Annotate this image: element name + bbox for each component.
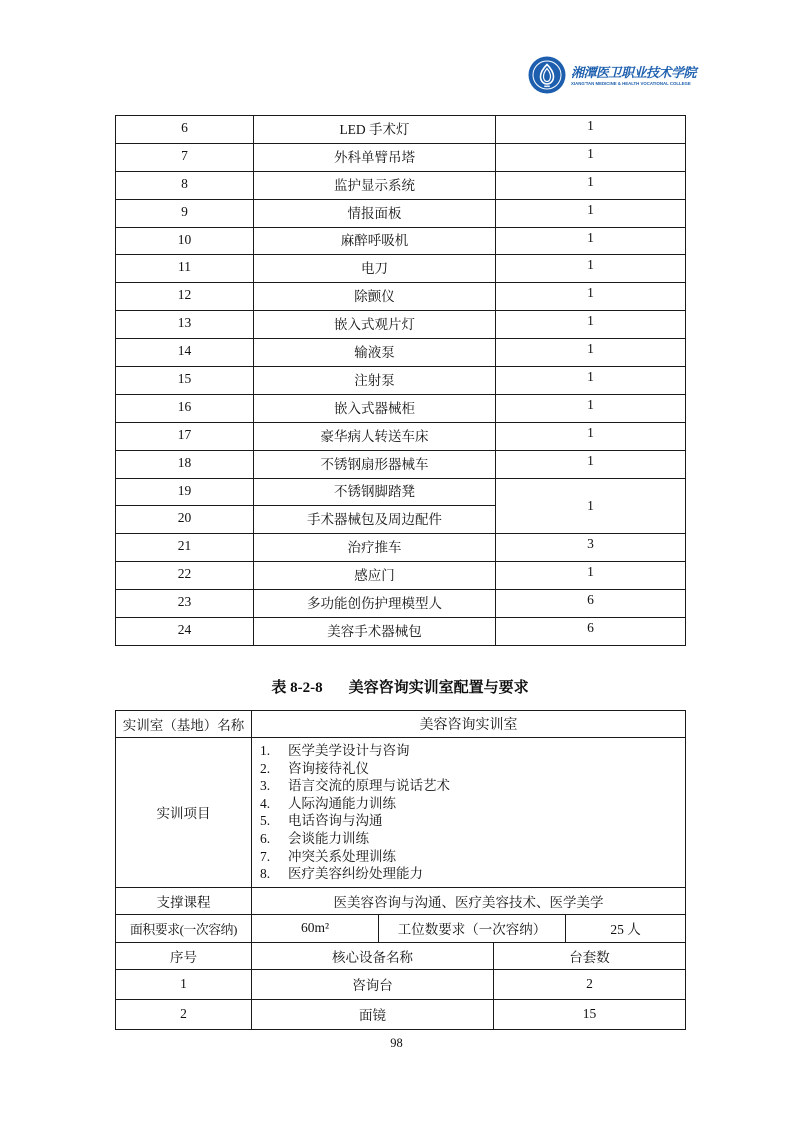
equipment-row	[116, 116, 686, 144]
project-item-text: 咨询接待礼仪	[288, 760, 369, 776]
project-item	[260, 795, 685, 813]
equipment-no: 9	[116, 199, 254, 227]
project-item-number: 4.	[260, 795, 271, 811]
equipment-qty: 1	[496, 422, 686, 450]
device-no: 2	[116, 999, 252, 1029]
equipment-name: 监护显示系统	[254, 171, 496, 199]
equipment-no: 19	[116, 478, 254, 506]
college-logo	[528, 56, 737, 94]
college-name-en: XIANG'TAN MEDICINE & HEALTH VOCATIONAL COLLEGE	[571, 82, 691, 87]
device-header-row	[116, 942, 686, 969]
equipment-qty: 1	[496, 367, 686, 395]
project-item	[260, 777, 685, 795]
room-name-value: 美容咨询实训室	[252, 711, 686, 738]
equipment-qty: 1	[496, 450, 686, 478]
project-item-text: 医学美学设计与咨询	[288, 743, 410, 758]
equipment-name: 美容手术器械包	[254, 618, 496, 646]
project-item	[260, 812, 685, 830]
equipment-row	[116, 590, 686, 618]
equipment-qty: 1	[496, 143, 686, 171]
equipment-qty: 6	[496, 590, 686, 618]
room-spec-table	[115, 710, 686, 1030]
equipment-no: 20	[116, 506, 254, 534]
project-item-number: 6.	[260, 830, 271, 846]
support-courses-value: 医美容咨询与沟通、医疗美容技术、医学美学	[252, 887, 686, 914]
support-courses-label: 支撑课程	[116, 887, 252, 914]
equipment-row	[116, 311, 686, 339]
equipment-no: 6	[116, 116, 254, 144]
equipment-name: 不锈钢脚踏凳	[254, 478, 496, 506]
training-projects-label: 实训项目	[116, 738, 252, 888]
equipment-row	[116, 478, 686, 506]
project-item-number: 1.	[260, 743, 271, 758]
equipment-qty: 1	[496, 478, 686, 534]
equipment-row	[116, 199, 686, 227]
equipment-row	[116, 394, 686, 422]
project-item	[260, 760, 685, 778]
device-header-qty: 台套数	[494, 942, 686, 969]
equipment-no: 7	[116, 143, 254, 171]
room-name-row	[116, 711, 686, 738]
equipment-name: 治疗推车	[254, 534, 496, 562]
equipment-no: 14	[116, 339, 254, 367]
equipment-no: 10	[116, 227, 254, 255]
device-name: 面镜	[252, 999, 494, 1029]
equipment-no: 24	[116, 618, 254, 646]
room-name-label: 实训室（基地）名称	[116, 711, 252, 738]
project-item-text: 医疗美容纠纷处理能力	[288, 866, 423, 882]
project-item	[260, 742, 685, 760]
equipment-qty: 1	[496, 339, 686, 367]
table-caption	[115, 676, 685, 697]
area-requirement-value: 60m²	[252, 914, 379, 942]
equipment-row	[116, 422, 686, 450]
device-qty: 2	[494, 969, 686, 999]
equipment-row	[116, 171, 686, 199]
project-item-text: 会谈能力训练	[288, 830, 369, 846]
room-spec-table-body	[116, 711, 686, 1030]
equipment-no: 18	[116, 450, 254, 478]
project-item-text: 冲突关系处理训练	[288, 848, 396, 864]
equipment-no: 16	[116, 394, 254, 422]
equipment-no: 17	[116, 422, 254, 450]
equipment-name: 不锈钢扇形器械车	[254, 450, 496, 478]
equipment-name: 情报面板	[254, 199, 496, 227]
college-name-block	[571, 56, 737, 88]
area-requirement-row	[116, 914, 686, 942]
equipment-no: 8	[116, 171, 254, 199]
project-item-text: 人际沟通能力训练	[288, 795, 396, 811]
project-item	[260, 865, 685, 883]
equipment-row	[116, 534, 686, 562]
equipment-name: 麻醉呼吸机	[254, 227, 496, 255]
workstation-requirement-value: 25 人	[566, 914, 686, 942]
equipment-name: 注射泵	[254, 367, 496, 395]
workstation-requirement-label: 工位数要求（一次容纳）	[379, 914, 566, 942]
equipment-name: 豪华病人转送车床	[254, 422, 496, 450]
equipment-qty: 1	[496, 227, 686, 255]
device-header-no: 序号	[116, 942, 252, 969]
equipment-row	[116, 367, 686, 395]
equipment-name: 输液泵	[254, 339, 496, 367]
equipment-name: 嵌入式观片灯	[254, 311, 496, 339]
equipment-no: 22	[116, 562, 254, 590]
device-row	[116, 969, 686, 999]
project-item-number: 2.	[260, 760, 271, 776]
equipment-table-body	[116, 116, 686, 646]
college-emblem-icon	[528, 56, 566, 94]
equipment-name: LED 手术灯	[254, 116, 496, 144]
equipment-no: 21	[116, 534, 254, 562]
equipment-qty: 6	[496, 618, 686, 646]
equipment-qty: 1	[496, 171, 686, 199]
project-item-text: 电话咨询与沟通	[288, 813, 383, 829]
equipment-no: 13	[116, 311, 254, 339]
project-item	[260, 830, 685, 848]
training-projects-cell	[252, 738, 686, 888]
equipment-no: 15	[116, 367, 254, 395]
equipment-row	[116, 339, 686, 367]
project-item-number: 8.	[260, 866, 271, 882]
equipment-row	[116, 255, 686, 283]
table-caption-label: 表 8-2-8	[271, 680, 323, 696]
table-caption-title: 美容咨询实训室配置与要求	[348, 680, 529, 696]
project-item-number: 3.	[260, 778, 271, 794]
equipment-row	[116, 618, 686, 646]
device-name: 咨询台	[252, 969, 494, 999]
equipment-name: 多功能创伤护理模型人	[254, 590, 496, 618]
equipment-qty: 1	[496, 116, 686, 144]
equipment-row	[116, 283, 686, 311]
support-courses-row	[116, 887, 686, 914]
equipment-row	[116, 450, 686, 478]
equipment-qty: 1	[496, 311, 686, 339]
equipment-row	[116, 227, 686, 255]
device-header-name: 核心设备名称	[252, 942, 494, 969]
equipment-name: 外科单臂吊塔	[254, 143, 496, 171]
equipment-name: 感应门	[254, 562, 496, 590]
college-name-cn: 湘潭医卫职业技术学院	[571, 65, 697, 80]
project-item-number: 5.	[260, 813, 271, 829]
equipment-qty: 1	[496, 199, 686, 227]
equipment-no: 11	[116, 255, 254, 283]
equipment-row	[116, 143, 686, 171]
equipment-qty: 1	[496, 562, 686, 590]
equipment-qty: 1	[496, 255, 686, 283]
area-requirement-label: 面积要求(一次容纳)	[116, 914, 252, 942]
equipment-qty: 3	[496, 534, 686, 562]
device-no: 1	[116, 969, 252, 999]
equipment-name: 嵌入式器械柜	[254, 394, 496, 422]
training-projects-row	[116, 738, 686, 888]
project-item	[260, 848, 685, 866]
equipment-no: 12	[116, 283, 254, 311]
equipment-name: 手术器械包及周边配件	[254, 506, 496, 534]
project-item-number: 7.	[260, 848, 271, 864]
equipment-qty: 1	[496, 283, 686, 311]
equipment-no: 23	[116, 590, 254, 618]
device-qty: 15	[494, 999, 686, 1029]
equipment-qty: 1	[496, 394, 686, 422]
project-list	[260, 742, 685, 883]
equipment-name: 除颤仪	[254, 283, 496, 311]
equipment-table	[115, 115, 686, 646]
equipment-row	[116, 562, 686, 590]
project-item-text: 语言交流的原理与说话艺术	[288, 778, 450, 794]
page-number: 98	[390, 1036, 403, 1050]
equipment-name: 电刀	[254, 255, 496, 283]
device-row	[116, 999, 686, 1029]
